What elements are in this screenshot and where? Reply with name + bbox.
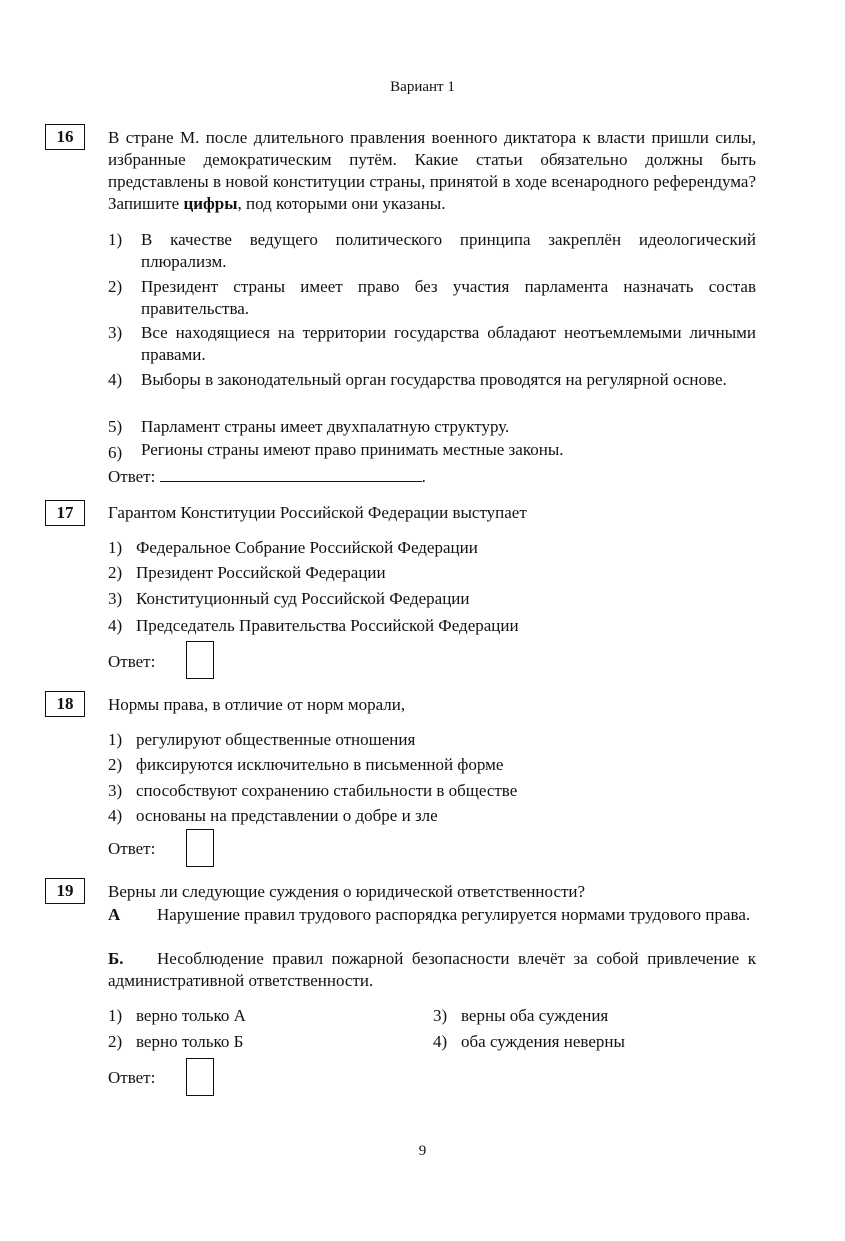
question-16-option-2[interactable] — [108, 276, 756, 320]
option-number: 5) — [108, 417, 123, 436]
question-17-option-1[interactable] — [108, 537, 756, 559]
question-17-answer-box[interactable] — [186, 641, 214, 679]
question-18-option-2[interactable] — [108, 754, 756, 776]
option-number: 1) — [108, 730, 123, 749]
option-number: 3) — [108, 323, 123, 342]
question-17-text: Гарантом Конституции Российской Федерации выступает — [108, 503, 527, 522]
option-text: оба суждения неверны — [461, 1032, 625, 1051]
option-number: 3) — [433, 1006, 448, 1025]
answer-label: Ответ: — [108, 467, 156, 486]
option-number: 2) — [108, 563, 123, 582]
judgment-a-label: А — [108, 905, 121, 924]
option-text: Парламент страны имеет двухпалатную структуру. — [141, 417, 510, 436]
question-16-text-part2: , под которыми они указаны. — [237, 194, 446, 213]
question-16-text-part1: В стране М. после длительного правления военного диктатора к власти пришли силы, избранные демократическим путём. Какие статьи обязательно должны быть представлены в новой конституции страны, принятой в ходе всенародного референдума? Запишите — [108, 128, 756, 213]
judgment-a — [108, 904, 756, 926]
option-text: Регионы страны имеют право принимать местные законы. — [141, 440, 564, 459]
option-text: регулируют общественные отношения — [136, 730, 416, 749]
option-number: 4) — [108, 370, 123, 389]
option-text: Федеральное Собрание Российской Федерации — [136, 538, 478, 557]
question-19-option-3[interactable] — [433, 1005, 753, 1027]
option-text: В качестве ведущего политического принципа закреплён идеологический плюрализм. — [141, 230, 756, 271]
question-19-option-4[interactable] — [433, 1031, 753, 1053]
question-16-option-5[interactable] — [108, 416, 756, 438]
question-18-number: 18 — [45, 691, 85, 717]
question-16-number: 16 — [45, 124, 85, 150]
question-16-option-1[interactable] — [108, 229, 756, 273]
option-text: Президент страны имеет право без участия парламента назначать состав правительства. — [141, 277, 756, 318]
option-number: 3) — [108, 781, 123, 800]
option-number: 4) — [108, 616, 123, 635]
option-text: Конституционный суд Российской Федерации — [136, 589, 470, 608]
option-number: 2) — [108, 755, 123, 774]
option-text: Президент Российской Федерации — [136, 563, 386, 582]
option-number: 2) — [108, 277, 123, 296]
question-16-option-6[interactable] — [108, 439, 756, 461]
question-16-answer — [108, 466, 426, 488]
judgment-b-label: Б. — [108, 949, 124, 968]
option-text: Все находящиеся на территории государства обладают неотъемлемыми личными правами. — [141, 323, 756, 364]
question-19-answer-box[interactable] — [186, 1058, 214, 1096]
question-19-number: 19 — [45, 878, 85, 904]
option-text: Председатель Правительства Российской Федерации — [136, 616, 519, 635]
judgment-b — [108, 948, 756, 992]
question-17-option-4[interactable] — [108, 615, 756, 637]
option-text: способствуют сохранению стабильности в обществе — [136, 781, 518, 800]
question-17-number: 17 — [45, 500, 85, 526]
question-16-text — [108, 127, 756, 215]
judgment-b-text: Несоблюдение правил пожарной безопасности влечёт за собой привлечение к административной ответственности. — [108, 949, 756, 990]
question-19-option-2[interactable] — [108, 1031, 428, 1053]
page-number: 9 — [418, 1143, 427, 1159]
option-text: верно только А — [136, 1006, 246, 1025]
question-17-answer-label: Ответ: — [108, 652, 156, 671]
option-number: 1) — [108, 230, 123, 249]
option-number: 1) — [108, 1006, 123, 1025]
option-number: 4) — [433, 1032, 448, 1051]
answer-line-end: . — [421, 467, 426, 486]
question-17-option-2[interactable] — [108, 562, 756, 584]
option-text: верно только Б — [136, 1032, 244, 1051]
option-number: 1) — [108, 538, 123, 557]
question-19-text: Верны ли следующие суждения о юридической ответственности? — [108, 882, 586, 901]
option-number: 4) — [108, 806, 123, 825]
question-18-option-1[interactable] — [108, 729, 756, 751]
question-18-text: Нормы права, в отличие от норм морали, — [108, 695, 406, 714]
question-18-answer-label: Ответ: — [108, 839, 156, 858]
option-text: основаны на представлении о добре и зле — [136, 806, 438, 825]
question-16-text-bold: цифры — [183, 194, 238, 213]
option-text: верны оба суждения — [461, 1006, 609, 1025]
option-text: Выборы в законодательный орган государства проводятся на регулярной основе. — [141, 370, 727, 389]
question-18-option-3[interactable] — [108, 780, 756, 802]
question-19-answer-label: Ответ: — [108, 1068, 156, 1087]
option-number: 3) — [108, 589, 123, 608]
option-number: 6) — [108, 443, 123, 462]
question-16-option-4[interactable] — [108, 369, 756, 391]
answer-line-input[interactable] — [160, 466, 422, 482]
option-text: фиксируются исключительно в письменной форме — [136, 755, 504, 774]
question-18-option-4[interactable] — [108, 805, 756, 827]
judgment-a-text: Нарушение правил трудового распорядка регулируется нормами трудового права. — [157, 905, 751, 924]
question-18-answer-box[interactable] — [186, 829, 214, 867]
option-number: 2) — [108, 1032, 123, 1051]
question-16-option-3[interactable] — [108, 322, 756, 366]
question-19-option-1[interactable] — [108, 1005, 428, 1027]
question-17-option-3[interactable] — [108, 588, 756, 610]
page-header: Вариант 1 — [390, 79, 455, 95]
